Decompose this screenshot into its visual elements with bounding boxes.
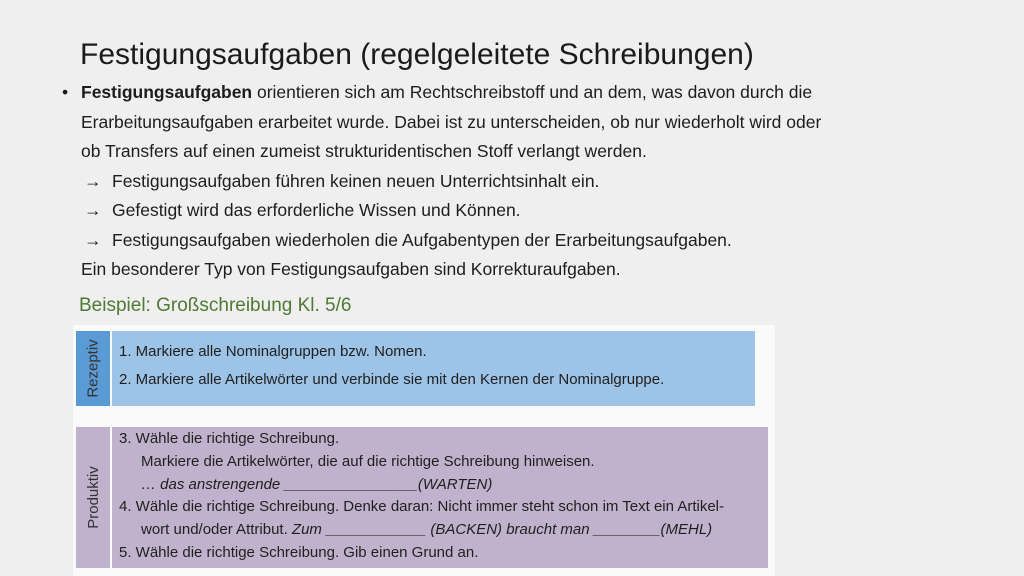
rezeptiv-label	[76, 331, 110, 406]
arrow-item-text: Festigungsaufgaben wiederholen die Aufgabentypen der Erarbeitungsaufgaben.	[112, 229, 732, 250]
arrow-item	[62, 167, 962, 197]
task-example-text: Zum ____________ (BACKEN) braucht man ________(MEHL)	[291, 521, 713, 539]
arrow-item	[62, 226, 962, 256]
arrow-item	[62, 196, 962, 226]
bullet-line-2: Erarbeitungsaufgaben erarbeitet wurde. Dabei ist zu unterscheiden, ob nur wiederholt wird oder	[81, 111, 822, 132]
slide-title	[80, 38, 754, 72]
arrow-item-text: Gefestigt wird das erforderliche Wissen und Können.	[112, 200, 521, 220]
slide-title-sub: (regelgeleitete Schreibungen)	[360, 38, 754, 71]
arrow-right-icon: →	[84, 229, 102, 250]
slide-body	[62, 78, 962, 285]
rezeptiv-tasks	[112, 331, 755, 406]
task-line	[119, 519, 768, 542]
closing-line: Ein besonderer Typ von Festigungsaufgaben sind Korrekturaufgaben.	[81, 259, 621, 279]
task-line: 1. Markiere alle Nominalgruppen bzw. Nomen.	[119, 343, 427, 360]
arrow-right-icon: →	[84, 200, 102, 220]
slide-title-main: Festigungsaufgaben	[80, 38, 352, 71]
task-example-text: … das anstrengende ________________(WARTEN)	[141, 475, 493, 493]
arrow-item-text: Festigungsaufgaben führen keinen neuen Unterrichtsinhalt ein.	[112, 170, 600, 191]
arrow-right-icon: →	[84, 170, 102, 191]
bullet-line-3: ob Transfers auf einen zumeist strukturidentischen Stoff verlangt werden.	[81, 141, 647, 161]
example-figure	[73, 325, 775, 576]
task-line: Markiere die Artikelwörter, die auf die richtige Schreibung hinweisen.	[141, 452, 595, 470]
example-heading: Beispiel: Großschreibung Kl. 5/6	[79, 295, 352, 316]
task-line: 5. Wähle die richtige Schreibung. Gib einen Grund an.	[119, 543, 479, 561]
bullet-bold-term: Festigungsaufgaben	[81, 82, 253, 102]
task-line: 2. Markiere alle Artikelwörter und verbinde sie mit den Kernen der Nominalgruppe.	[119, 370, 665, 388]
rezeptiv-label-text: Rezeptiv	[84, 339, 102, 398]
task-line-part: wort und/oder Attribut.	[141, 521, 292, 539]
task-line: 3. Wähle die richtige Schreibung.	[119, 430, 340, 447]
produktiv-label	[76, 427, 110, 568]
bullet-paragraph	[62, 78, 962, 108]
bullet-dot: •	[62, 82, 69, 102]
task-line: 4. Wähle die richtige Schreibung. Denke daran: Nicht immer steht schon im Text ein Artikel-	[119, 498, 724, 516]
task-line	[119, 474, 768, 497]
produktiv-tasks	[112, 427, 768, 568]
bullet-line-1: orientieren sich am Rechtschreibstoff und an dem, was davon durch die	[252, 82, 813, 102]
produktiv-label-text: Produktiv	[84, 466, 102, 529]
